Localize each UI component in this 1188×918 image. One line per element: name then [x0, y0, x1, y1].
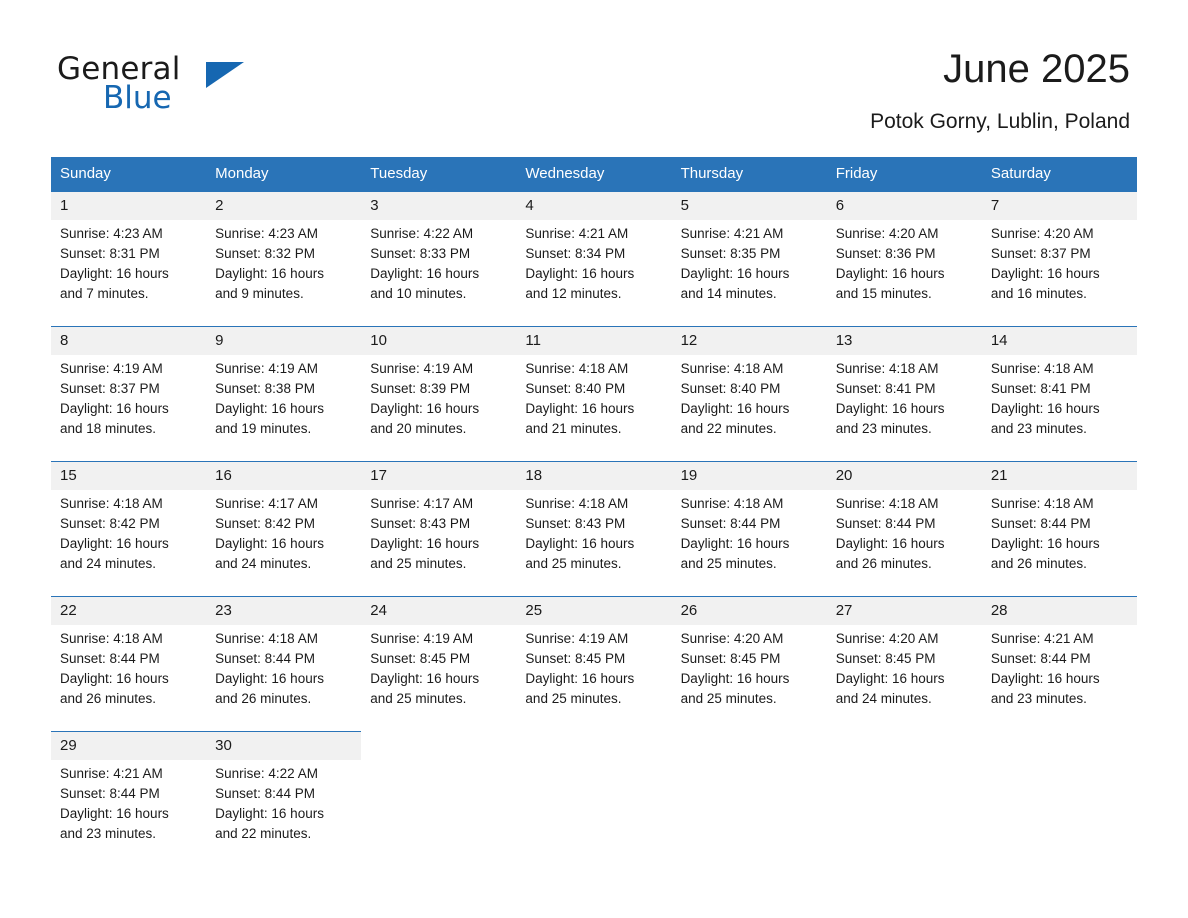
day-details — [51, 224, 206, 304]
day-cell[interactable] — [672, 596, 827, 731]
daylight-text-line1: Daylight: 16 hours — [370, 401, 480, 416]
day-details — [206, 764, 361, 844]
sunrise-text: Sunrise: 4:22 AM — [370, 226, 474, 241]
daylight-text-line2: and 25 minutes. — [680, 556, 777, 571]
day-cell[interactable] — [516, 461, 671, 596]
daylight-text-line2: and 7 minutes. — [60, 286, 149, 301]
day-cell[interactable] — [982, 326, 1137, 461]
day-number: 21 — [982, 462, 1137, 490]
day-details — [361, 494, 516, 574]
weekday-header-saturday: Saturday — [982, 157, 1137, 191]
calendar-week-row — [51, 326, 1137, 461]
day-details — [51, 629, 206, 709]
daylight-text-line2: and 24 minutes. — [60, 556, 157, 571]
day-details — [206, 359, 361, 439]
sunrise-text: Sunrise: 4:18 AM — [835, 496, 939, 511]
day-number: 30 — [206, 732, 361, 760]
daylight-text-line2: and 26 minutes. — [215, 691, 312, 706]
sunset-text: Sunset: 8:33 PM — [370, 246, 471, 261]
sunset-text: Sunset: 8:45 PM — [835, 651, 936, 666]
calendar-week-row — [51, 731, 1137, 866]
daylight-text-line1: Daylight: 16 hours — [990, 401, 1100, 416]
daylight-text-line1: Daylight: 16 hours — [60, 536, 169, 551]
daylight-text-line2: and 25 minutes. — [525, 556, 622, 571]
sunset-text: Sunset: 8:45 PM — [370, 651, 471, 666]
day-number: 19 — [672, 462, 827, 490]
sunrise-text: Sunrise: 4:19 AM — [215, 361, 318, 376]
title-block — [870, 46, 1130, 134]
day-cell-empty — [827, 731, 982, 866]
sunrise-text: Sunrise: 4:23 AM — [215, 226, 318, 241]
calendar-week-row — [51, 596, 1137, 731]
daylight-text-line2: and 12 minutes. — [525, 286, 622, 301]
day-details — [51, 764, 206, 844]
daylight-text-line2: and 20 minutes. — [370, 421, 467, 436]
sunrise-text: Sunrise: 4:21 AM — [990, 631, 1094, 646]
daylight-text-line2: and 16 minutes. — [990, 286, 1087, 301]
day-cell[interactable] — [516, 596, 671, 731]
sunrise-text: Sunrise: 4:19 AM — [370, 361, 474, 376]
day-details — [827, 359, 982, 439]
day-cell[interactable] — [361, 596, 516, 731]
sunrise-text: Sunrise: 4:20 AM — [835, 631, 939, 646]
daylight-text-line1: Daylight: 16 hours — [680, 266, 790, 281]
sunset-text: Sunset: 8:44 PM — [60, 786, 160, 801]
day-details — [827, 629, 982, 709]
sunrise-text: Sunrise: 4:19 AM — [525, 631, 629, 646]
weekday-header-wednesday: Wednesday — [516, 157, 671, 191]
sunset-text: Sunset: 8:42 PM — [215, 516, 315, 531]
daylight-text-line2: and 19 minutes. — [215, 421, 312, 436]
daylight-text-line1: Daylight: 16 hours — [990, 536, 1100, 551]
sunset-text: Sunset: 8:31 PM — [60, 246, 160, 261]
location-subtitle: Potok Gorny, Lublin, Poland — [870, 110, 1130, 133]
day-number: 10 — [361, 327, 516, 355]
sunrise-text: Sunrise: 4:18 AM — [525, 361, 629, 376]
calendar-week-row — [51, 191, 1137, 326]
day-number: 16 — [206, 462, 361, 490]
daylight-text-line1: Daylight: 16 hours — [835, 536, 945, 551]
day-cell[interactable] — [206, 596, 361, 731]
sunset-text: Sunset: 8:43 PM — [370, 516, 471, 531]
day-details — [51, 494, 206, 574]
sunset-text: Sunset: 8:42 PM — [60, 516, 160, 531]
day-cell[interactable] — [51, 461, 206, 596]
day-details — [206, 494, 361, 574]
day-cell[interactable] — [51, 326, 206, 461]
daylight-text-line2: and 23 minutes. — [835, 421, 932, 436]
calendar-table — [51, 157, 1137, 866]
day-cell[interactable] — [206, 731, 361, 866]
sunset-text: Sunset: 8:45 PM — [525, 651, 626, 666]
sunrise-text: Sunrise: 4:18 AM — [60, 631, 163, 646]
day-cell[interactable] — [672, 461, 827, 596]
daylight-text-line2: and 26 minutes. — [990, 556, 1087, 571]
daylight-text-line1: Daylight: 16 hours — [990, 266, 1100, 281]
sunset-text: Sunset: 8:40 PM — [680, 381, 781, 396]
sunrise-text: Sunrise: 4:21 AM — [680, 226, 784, 241]
sunrise-text: Sunrise: 4:17 AM — [215, 496, 318, 511]
day-number: 9 — [206, 327, 361, 355]
day-number: 5 — [672, 192, 827, 220]
daylight-text-line2: and 25 minutes. — [680, 691, 777, 706]
day-details — [982, 629, 1137, 709]
day-number: 3 — [361, 192, 516, 220]
page-title: June 2025 — [943, 47, 1130, 91]
sunset-text: Sunset: 8:44 PM — [680, 516, 781, 531]
weekday-header-tuesday: Tuesday — [361, 157, 516, 191]
day-details — [516, 629, 671, 709]
day-details — [361, 629, 516, 709]
day-number: 17 — [361, 462, 516, 490]
weekday-header-monday: Monday — [206, 157, 361, 191]
daylight-text-line2: and 25 minutes. — [370, 556, 467, 571]
day-cell-empty — [982, 731, 1137, 866]
day-cell-empty — [361, 731, 516, 866]
daylight-text-line2: and 25 minutes. — [525, 691, 622, 706]
day-cell[interactable] — [51, 596, 206, 731]
day-number: 7 — [982, 192, 1137, 220]
day-cell[interactable] — [827, 596, 982, 731]
day-number: 18 — [516, 462, 671, 490]
day-number: 12 — [672, 327, 827, 355]
day-cell[interactable] — [516, 326, 671, 461]
day-cell-empty — [672, 731, 827, 866]
sunset-text: Sunset: 8:34 PM — [525, 246, 626, 261]
daylight-text-line1: Daylight: 16 hours — [215, 806, 324, 821]
day-cell[interactable] — [51, 731, 206, 866]
daylight-text-line1: Daylight: 16 hours — [60, 806, 169, 821]
calendar-week-row — [51, 461, 1137, 596]
daylight-text-line2: and 14 minutes. — [680, 286, 777, 301]
sunset-text: Sunset: 8:44 PM — [990, 651, 1091, 666]
daylight-text-line1: Daylight: 16 hours — [370, 536, 480, 551]
day-cell[interactable] — [206, 191, 361, 326]
day-details — [827, 224, 982, 304]
day-number: 1 — [51, 192, 206, 220]
sunset-text: Sunset: 8:41 PM — [835, 381, 936, 396]
daylight-text-line2: and 23 minutes. — [990, 421, 1087, 436]
sunset-text: Sunset: 8:43 PM — [525, 516, 626, 531]
day-details — [982, 224, 1137, 304]
daylight-text-line1: Daylight: 16 hours — [525, 536, 635, 551]
daylight-text-line1: Daylight: 16 hours — [370, 671, 480, 686]
day-number: 14 — [982, 327, 1137, 355]
day-details — [672, 359, 827, 439]
day-cell[interactable] — [982, 461, 1137, 596]
daylight-text-line1: Daylight: 16 hours — [525, 266, 635, 281]
day-details — [672, 629, 827, 709]
day-number: 2 — [206, 192, 361, 220]
day-number: 4 — [516, 192, 671, 220]
page-header — [0, 0, 1188, 133]
sunset-text: Sunset: 8:38 PM — [215, 381, 315, 396]
day-cell[interactable] — [672, 326, 827, 461]
sunset-text: Sunset: 8:44 PM — [215, 786, 315, 801]
day-number: 8 — [51, 327, 206, 355]
sunrise-text: Sunrise: 4:19 AM — [370, 631, 474, 646]
daylight-text-line1: Daylight: 16 hours — [525, 671, 635, 686]
day-number: 27 — [827, 597, 982, 625]
daylight-text-line2: and 21 minutes. — [525, 421, 622, 436]
daylight-text-line1: Daylight: 16 hours — [835, 671, 945, 686]
day-details — [516, 224, 671, 304]
weekday-header-row — [51, 157, 1137, 191]
day-details — [672, 494, 827, 574]
daylight-text-line2: and 24 minutes. — [215, 556, 312, 571]
day-cell[interactable] — [361, 461, 516, 596]
day-details — [982, 359, 1137, 439]
day-details — [206, 224, 361, 304]
day-number: 25 — [516, 597, 671, 625]
day-cell[interactable] — [982, 596, 1137, 731]
day-number: 6 — [827, 192, 982, 220]
day-cell[interactable] — [51, 191, 206, 326]
daylight-text-line1: Daylight: 16 hours — [680, 401, 790, 416]
day-cell[interactable] — [827, 326, 982, 461]
daylight-text-line2: and 24 minutes. — [835, 691, 932, 706]
sunset-text: Sunset: 8:40 PM — [525, 381, 626, 396]
day-cell[interactable] — [672, 191, 827, 326]
daylight-text-line1: Daylight: 16 hours — [215, 266, 324, 281]
day-cell[interactable] — [206, 461, 361, 596]
sunset-text: Sunset: 8:37 PM — [990, 246, 1091, 261]
daylight-text-line1: Daylight: 16 hours — [215, 401, 324, 416]
weekday-header-friday: Friday — [827, 157, 982, 191]
day-number: 29 — [51, 732, 206, 760]
daylight-text-line2: and 23 minutes. — [60, 826, 157, 841]
sunrise-text: Sunrise: 4:19 AM — [60, 361, 163, 376]
sunrise-text: Sunrise: 4:22 AM — [215, 766, 318, 781]
sunrise-text: Sunrise: 4:18 AM — [60, 496, 163, 511]
sunset-text: Sunset: 8:37 PM — [60, 381, 160, 396]
triangle-icon — [206, 62, 244, 88]
daylight-text-line1: Daylight: 16 hours — [835, 401, 945, 416]
sunset-text: Sunset: 8:35 PM — [680, 246, 781, 261]
day-details — [672, 224, 827, 304]
day-number: 22 — [51, 597, 206, 625]
sunset-text: Sunset: 8:36 PM — [835, 246, 936, 261]
sunrise-text: Sunrise: 4:20 AM — [680, 631, 784, 646]
day-number: 24 — [361, 597, 516, 625]
day-cell[interactable] — [206, 326, 361, 461]
day-number: 23 — [206, 597, 361, 625]
sunset-text: Sunset: 8:39 PM — [370, 381, 471, 396]
daylight-text-line2: and 10 minutes. — [370, 286, 467, 301]
day-details — [982, 494, 1137, 574]
brand-logo[interactable] — [57, 52, 257, 122]
sunrise-text: Sunrise: 4:18 AM — [680, 496, 784, 511]
day-details — [827, 494, 982, 574]
sunrise-text: Sunrise: 4:18 AM — [990, 361, 1094, 376]
weekday-header-thursday: Thursday — [672, 157, 827, 191]
daylight-text-line2: and 18 minutes. — [60, 421, 157, 436]
day-number: 20 — [827, 462, 982, 490]
daylight-text-line1: Daylight: 16 hours — [835, 266, 945, 281]
day-cell[interactable] — [827, 461, 982, 596]
daylight-text-line2: and 26 minutes. — [60, 691, 157, 706]
day-number: 26 — [672, 597, 827, 625]
sunset-text: Sunset: 8:45 PM — [680, 651, 781, 666]
daylight-text-line1: Daylight: 16 hours — [680, 536, 790, 551]
sunrise-text: Sunrise: 4:20 AM — [835, 226, 939, 241]
weekday-header-sunday: Sunday — [51, 157, 206, 191]
sunset-text: Sunset: 8:32 PM — [215, 246, 315, 261]
sunrise-text: Sunrise: 4:21 AM — [525, 226, 629, 241]
sunrise-text: Sunrise: 4:18 AM — [835, 361, 939, 376]
day-cell-empty — [516, 731, 671, 866]
day-cell[interactable] — [361, 191, 516, 326]
sunset-text: Sunset: 8:44 PM — [60, 651, 160, 666]
sunrise-text: Sunrise: 4:18 AM — [990, 496, 1094, 511]
sunrise-text: Sunrise: 4:18 AM — [215, 631, 318, 646]
daylight-text-line2: and 26 minutes. — [835, 556, 932, 571]
daylight-text-line1: Daylight: 16 hours — [990, 671, 1100, 686]
daylight-text-line1: Daylight: 16 hours — [60, 266, 169, 281]
daylight-text-line2: and 9 minutes. — [215, 286, 304, 301]
sunset-text: Sunset: 8:44 PM — [215, 651, 315, 666]
sunset-text: Sunset: 8:44 PM — [835, 516, 936, 531]
sunrise-text: Sunrise: 4:21 AM — [60, 766, 163, 781]
sunrise-text: Sunrise: 4:18 AM — [525, 496, 629, 511]
sunrise-text: Sunrise: 4:17 AM — [370, 496, 474, 511]
sunrise-text: Sunrise: 4:23 AM — [60, 226, 163, 241]
daylight-text-line1: Daylight: 16 hours — [215, 671, 324, 686]
daylight-text-line2: and 22 minutes. — [215, 826, 312, 841]
sunset-text: Sunset: 8:44 PM — [990, 516, 1091, 531]
daylight-text-line1: Daylight: 16 hours — [370, 266, 480, 281]
daylight-text-line2: and 25 minutes. — [370, 691, 467, 706]
day-details — [361, 224, 516, 304]
day-cell[interactable] — [361, 326, 516, 461]
day-cell[interactable] — [982, 191, 1137, 326]
sunrise-text: Sunrise: 4:18 AM — [680, 361, 784, 376]
daylight-text-line2: and 15 minutes. — [835, 286, 932, 301]
daylight-text-line1: Daylight: 16 hours — [525, 401, 635, 416]
daylight-text-line1: Daylight: 16 hours — [215, 536, 324, 551]
day-number: 11 — [516, 327, 671, 355]
daylight-text-line2: and 22 minutes. — [680, 421, 777, 436]
day-details — [516, 494, 671, 574]
day-cell[interactable] — [516, 191, 671, 326]
daylight-text-line1: Daylight: 16 hours — [60, 671, 169, 686]
day-details — [361, 359, 516, 439]
sunrise-text: Sunrise: 4:20 AM — [990, 226, 1094, 241]
day-details — [516, 359, 671, 439]
day-number: 15 — [51, 462, 206, 490]
calendar-body — [51, 191, 1137, 866]
daylight-text-line2: and 23 minutes. — [990, 691, 1087, 706]
daylight-text-line1: Daylight: 16 hours — [60, 401, 169, 416]
day-details — [206, 629, 361, 709]
day-cell[interactable] — [827, 191, 982, 326]
daylight-text-line1: Daylight: 16 hours — [680, 671, 790, 686]
sunset-text: Sunset: 8:41 PM — [990, 381, 1091, 396]
brand-name-general: General — [57, 51, 181, 87]
day-number: 28 — [982, 597, 1137, 625]
day-number: 13 — [827, 327, 982, 355]
day-details — [51, 359, 206, 439]
brand-name-blue: Blue — [103, 80, 172, 116]
